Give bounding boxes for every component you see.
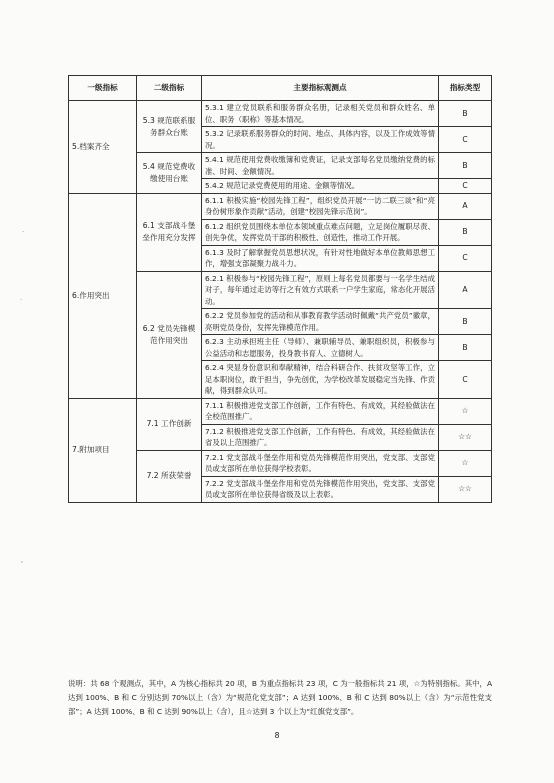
- table-row: [69, 193, 492, 219]
- type-cell: A: [439, 271, 492, 309]
- type-cell: B: [439, 309, 492, 335]
- observation-cell: 6.2.1 积极参与“校园先锋工程”，原则上每名党员都要与一名学生结成对子，每年通过走访等行之有效方式联系一户学生家庭，常态化开展活动。: [202, 271, 439, 309]
- level2-cell: 6.2 党员先锋模范作用突出: [137, 271, 202, 398]
- observation-cell: 6.2.3 主动承担班主任（导师）、兼职辅导员、兼职组织员，积极参与公益活动和志愿服务，投身教书育人、立德树人。: [202, 335, 439, 361]
- header-level2: 二级指标: [137, 76, 202, 101]
- level2-cell: 5.4 规范党费收缴使用台账: [137, 153, 202, 194]
- header-level1: 一级指标: [69, 76, 137, 101]
- type-cell: C: [439, 245, 492, 271]
- type-cell: ☆☆: [439, 476, 492, 502]
- margin-mark: ·: [20, 296, 23, 304]
- page-number: 8: [274, 731, 280, 740]
- type-cell: B: [439, 101, 492, 127]
- type-cell: C: [439, 361, 492, 399]
- observation-cell: 5.4.2 规范记录党费使用的用途、金额等情况。: [202, 179, 439, 194]
- header-observation: 主要指标观测点: [202, 76, 439, 101]
- margin-mark: ·: [22, 228, 25, 236]
- header-type: 指标类型: [439, 76, 492, 101]
- observation-cell: 5.3.1 建立党员联系和服务群众名册，记录相关党员和群众姓名、单位、职务（职称）等基本情况。: [202, 101, 439, 127]
- observation-cell: 6.1.3 及时了解掌握党员思想状况，有针对性地做好本单位教师思想工作，增强支部凝聚力战斗力。: [202, 245, 439, 271]
- type-cell: ☆☆: [439, 424, 492, 450]
- observation-cell: 6.2.4 突显身份意识和奉献精神，结合科研合作、扶贫攻坚等工作，立足本职岗位，敢于担当，争先创优，为学校改革发展稳定当先锋、作贡献，得到群众认可。: [202, 361, 439, 399]
- table-row: [69, 398, 492, 424]
- observation-cell: 6.2.2 党员参加党的活动和从事教育教学活动时佩戴“共产党员”徽章，亮明党员身份，发挥先锋模范作用。: [202, 309, 439, 335]
- observation-cell: 7.2.2 党支部战斗堡垒作用和党员先锋模范作用突出，党支部、支部党员或支部所在单位获得省级及以上表彰。: [202, 476, 439, 502]
- type-cell: A: [439, 193, 492, 219]
- type-cell: B: [439, 219, 492, 245]
- observation-cell: 7.1.2 积极推进党支部工作创新，工作有特色、有成效，其经验做法在省及以上范围推广。: [202, 424, 439, 450]
- type-cell: ☆: [439, 450, 492, 476]
- observation-cell: 7.2.1 党支部战斗堡垒作用和党员先锋模范作用突出，党支部、支部党员或支部所在单位获得学校表彰。: [202, 450, 439, 476]
- level2-cell: 6.1 支部战斗堡垒作用充分发挥: [137, 193, 202, 271]
- table-row: [69, 101, 492, 127]
- type-cell: B: [439, 153, 492, 179]
- level2-cell: 7.2 所获荣誉: [137, 450, 202, 502]
- observation-cell: 7.1.1 积极推进党支部工作创新，工作有特色、有成效，其经验做法在全校范围推广。: [202, 398, 439, 424]
- level1-cell: 5.档案齐全: [69, 101, 137, 194]
- observation-cell: 6.1.2 组织党员围绕本单位本领域重点难点问题，立足岗位履职尽责、创先争优，发挥党员干部的积极性、创造性，推动工作开展。: [202, 219, 439, 245]
- level2-cell: 5.3 规范联系服务群众台账: [137, 101, 202, 153]
- observation-cell: 5.4.1 规范使用党费收缴簿和党费证，记录支部每名党员缴纳党费的标准、时间、金额情况。: [202, 153, 439, 179]
- table-header-row: [69, 76, 492, 101]
- type-cell: C: [439, 179, 492, 194]
- type-cell: B: [439, 335, 492, 361]
- margin-mark: ': [21, 560, 23, 568]
- type-cell: C: [439, 127, 492, 153]
- observation-cell: 6.1.1 积极实施“校园先锋工程”，组织党员开展“一访二联三谈”和“亮身份树形象作贡献”活动，创建“校园先锋示范岗”。: [202, 193, 439, 219]
- type-cell: ☆: [439, 398, 492, 424]
- level1-cell: 7.附加项目: [69, 398, 137, 502]
- indicator-table: [68, 75, 492, 503]
- level1-cell: 6.作用突出: [69, 193, 137, 398]
- observation-cell: 5.3.2 记录联系服务群众的时间、地点、具体内容，以及工作成效等情况。: [202, 127, 439, 153]
- explanation-note: 说明：共 68 个观测点，其中，A 为核心指标共 20 项，B 为重点指标共 23 项，C 为一般指标共 21 项，☆为特别指标。其中，A 达到 100%、B 和 C 分别达到 70%以上（含）为“规范化党支部”；A 达到 100%、B 和 C 达到 80%以上（含）为“示范性党支部”；A 达到 100%、B 和 C 达到 90%以上（含），且☆达到 3 个以上为“红旗党支部”。: [68, 679, 492, 716]
- level2-cell: 7.1 工作创新: [137, 398, 202, 450]
